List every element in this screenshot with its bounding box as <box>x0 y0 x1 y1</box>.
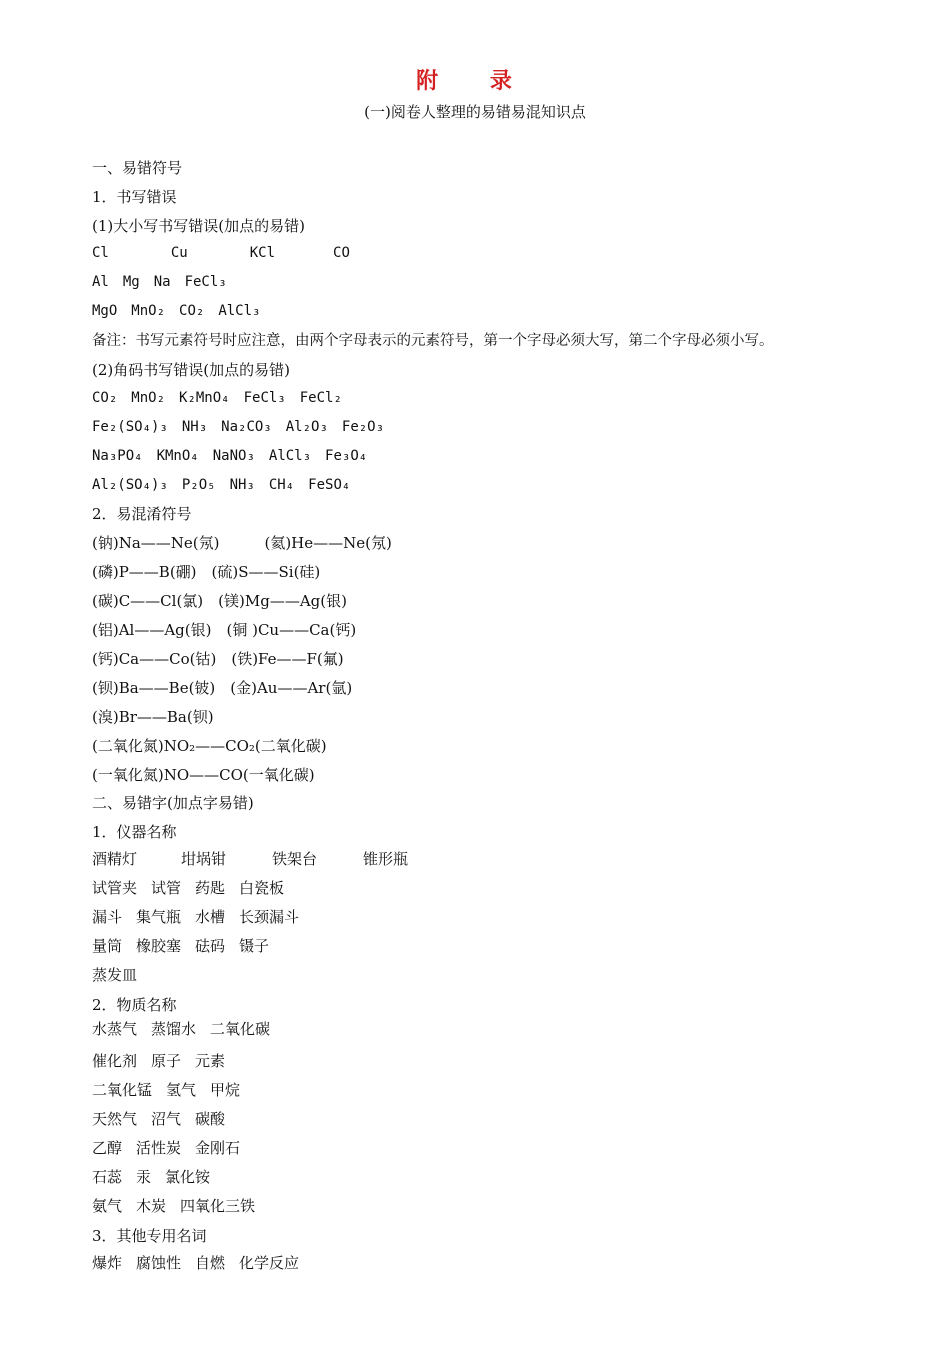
term: 氯化铵 <box>165 1168 211 1186</box>
term: 天然气 <box>92 1110 138 1128</box>
term: 集气瓶 <box>136 908 182 926</box>
note-paragraph: 备注：书写元素符号时应注意，由两个字母表示的元素符号，第一个字母必须大写，第二个字母必须小写。 <box>92 333 774 349</box>
term-row <box>92 1138 240 1158</box>
term: 蒸馏水 <box>151 1020 197 1038</box>
symbol: MnO₂ <box>131 390 166 406</box>
term: 催化剂 <box>92 1052 138 1070</box>
mix-line: (二氧化氮)NO₂——CO₂(二氧化碳) <box>92 737 327 755</box>
page-title: 附 录 <box>416 69 534 94</box>
symbol: P₂O₅ <box>181 477 216 493</box>
mix-line: (碳)C——Cl(氯) (镁)Mg——Ag(银) <box>92 592 347 610</box>
term-row <box>92 965 137 985</box>
subsection-heading: 2．易混淆符号 <box>92 505 192 523</box>
term: 蒸发皿 <box>92 966 138 984</box>
symbol: NH₃ <box>229 477 255 493</box>
mix-line: (磷)P——B(硼) (硫)S——Si(硅) <box>92 563 321 581</box>
term-row <box>92 1019 270 1039</box>
term-row <box>92 1253 299 1273</box>
subsection-heading: 2．物质名称 <box>92 996 177 1014</box>
term: 砝码 <box>195 937 226 955</box>
symbol: NaNO₃ <box>212 448 255 464</box>
term: 二氧化碳 <box>210 1020 271 1038</box>
symbol: Al₂(SO₄)₃ <box>92 477 168 493</box>
subsection-label: (1)大小写书写错误(加点的易错) <box>92 217 305 235</box>
term: 碳酸 <box>195 1110 226 1128</box>
symbol: Fe₂O₃ <box>341 419 385 435</box>
mix-line: (溴)Br——Ba(钡) <box>92 708 214 726</box>
term: 镊子 <box>239 937 270 955</box>
term: 量筒 <box>92 937 123 955</box>
term: 腐蚀性 <box>136 1254 182 1272</box>
term: 试管 <box>151 879 182 897</box>
symbol: MnO₂ <box>131 303 166 319</box>
term: 石蕊 <box>92 1168 123 1186</box>
term: 氢气 <box>166 1081 197 1099</box>
term: 木炭 <box>136 1197 167 1215</box>
term: 四氧化三铁 <box>180 1197 256 1215</box>
term: 长颈漏斗 <box>239 908 300 926</box>
symbol: Fe₂(SO₄)₃ <box>92 419 168 435</box>
term: 原子 <box>151 1052 182 1070</box>
mix-line: (钙)Ca——Co(钴) (铁)Fe——F(氟) <box>92 650 344 668</box>
term: 坩埚钳 <box>181 850 227 868</box>
symbol-row <box>92 417 384 437</box>
term: 乙醇 <box>92 1139 123 1157</box>
term: 自燃 <box>195 1254 226 1272</box>
term: 元素 <box>195 1052 226 1070</box>
subsection-heading: 1．仪器名称 <box>92 823 177 841</box>
symbol-row <box>92 446 367 466</box>
section-heading-2: 二、易错字(加点字易错) <box>92 794 254 812</box>
term-row <box>92 1196 255 1216</box>
term-row <box>92 849 408 869</box>
symbol-row <box>92 301 260 321</box>
term: 漏斗 <box>92 908 123 926</box>
symbol: FeSO₄ <box>308 477 351 493</box>
symbol: Na <box>153 274 171 290</box>
mix-line: (钡)Ba——Be(铍) (金)Au——Ar(氩) <box>92 679 353 697</box>
term: 水蒸气 <box>92 1020 138 1038</box>
symbol: Al <box>92 274 109 290</box>
term-row <box>92 1109 225 1129</box>
page-subtitle: (一)阅卷人整理的易错易混知识点 <box>364 103 586 121</box>
term: 水槽 <box>195 908 226 926</box>
symbol: KMnO₄ <box>156 448 199 464</box>
mix-line: (一氧化氮)NO——CO(一氧化碳) <box>92 766 315 784</box>
term: 橡胶塞 <box>136 937 182 955</box>
term: 金刚石 <box>195 1139 241 1157</box>
term: 白瓷板 <box>239 879 285 897</box>
symbol: CO₂ <box>92 390 118 406</box>
term: 化学反应 <box>239 1254 300 1272</box>
term: 沼气 <box>151 1110 182 1128</box>
symbol: CH₄ <box>268 477 295 493</box>
term: 铁架台 <box>272 850 318 868</box>
term-row <box>92 1080 240 1100</box>
symbol: NH₃ <box>181 419 208 435</box>
symbol-row <box>92 272 227 292</box>
symbol: AlCl₃ <box>268 448 312 464</box>
term-row <box>92 936 269 956</box>
symbol: Fe₃O₄ <box>325 448 368 464</box>
symbol: Na₃PO₄ <box>92 448 143 464</box>
term: 酒精灯 <box>92 850 138 868</box>
subsection-label: (2)角码书写错误(加点的易错) <box>92 361 290 379</box>
symbol: Cl <box>92 245 109 261</box>
symbol: Cu <box>170 245 188 261</box>
mix-line: (铝)Al——Ag(银) (铜 )Cu——Ca(钙) <box>92 621 357 639</box>
symbol: MgO <box>92 303 118 319</box>
term-row <box>92 907 299 927</box>
subsection-heading: 3．其他专用名词 <box>92 1227 207 1245</box>
symbol-row <box>92 243 350 263</box>
symbol-row <box>92 475 350 495</box>
term-row <box>92 1051 225 1071</box>
term: 氨气 <box>92 1197 123 1215</box>
term: 爆炸 <box>92 1254 123 1272</box>
symbol: Al₂O₃ <box>285 419 328 435</box>
symbol: FeCl₃ <box>243 390 286 406</box>
section-heading-1: 一、易错符号 <box>92 159 183 177</box>
mix-line: (钠)Na——Ne(氖) (氦)He——Ne(氖) <box>92 534 392 552</box>
symbol: Na₂CO₃ <box>221 419 272 435</box>
symbol: KCl <box>249 245 276 261</box>
symbol: K₂MnO₄ <box>179 390 230 406</box>
term: 锥形瓶 <box>363 850 409 868</box>
symbol: FeCl₂ <box>299 390 342 406</box>
term-row <box>92 878 284 898</box>
term: 药匙 <box>195 879 226 897</box>
term: 活性炭 <box>136 1139 182 1157</box>
symbol-row <box>92 388 342 408</box>
symbol: AlCl₃ <box>218 303 261 319</box>
subsection-heading: 1．书写错误 <box>92 188 177 206</box>
symbol: CO <box>333 245 350 261</box>
term: 汞 <box>136 1168 152 1186</box>
symbol: CO₂ <box>179 303 205 319</box>
term: 二氧化锰 <box>92 1081 153 1099</box>
symbol: FeCl₃ <box>184 274 227 290</box>
term-row <box>92 1167 210 1187</box>
term: 试管夹 <box>92 879 138 897</box>
term: 甲烷 <box>210 1081 241 1099</box>
symbol: Mg <box>122 274 140 290</box>
